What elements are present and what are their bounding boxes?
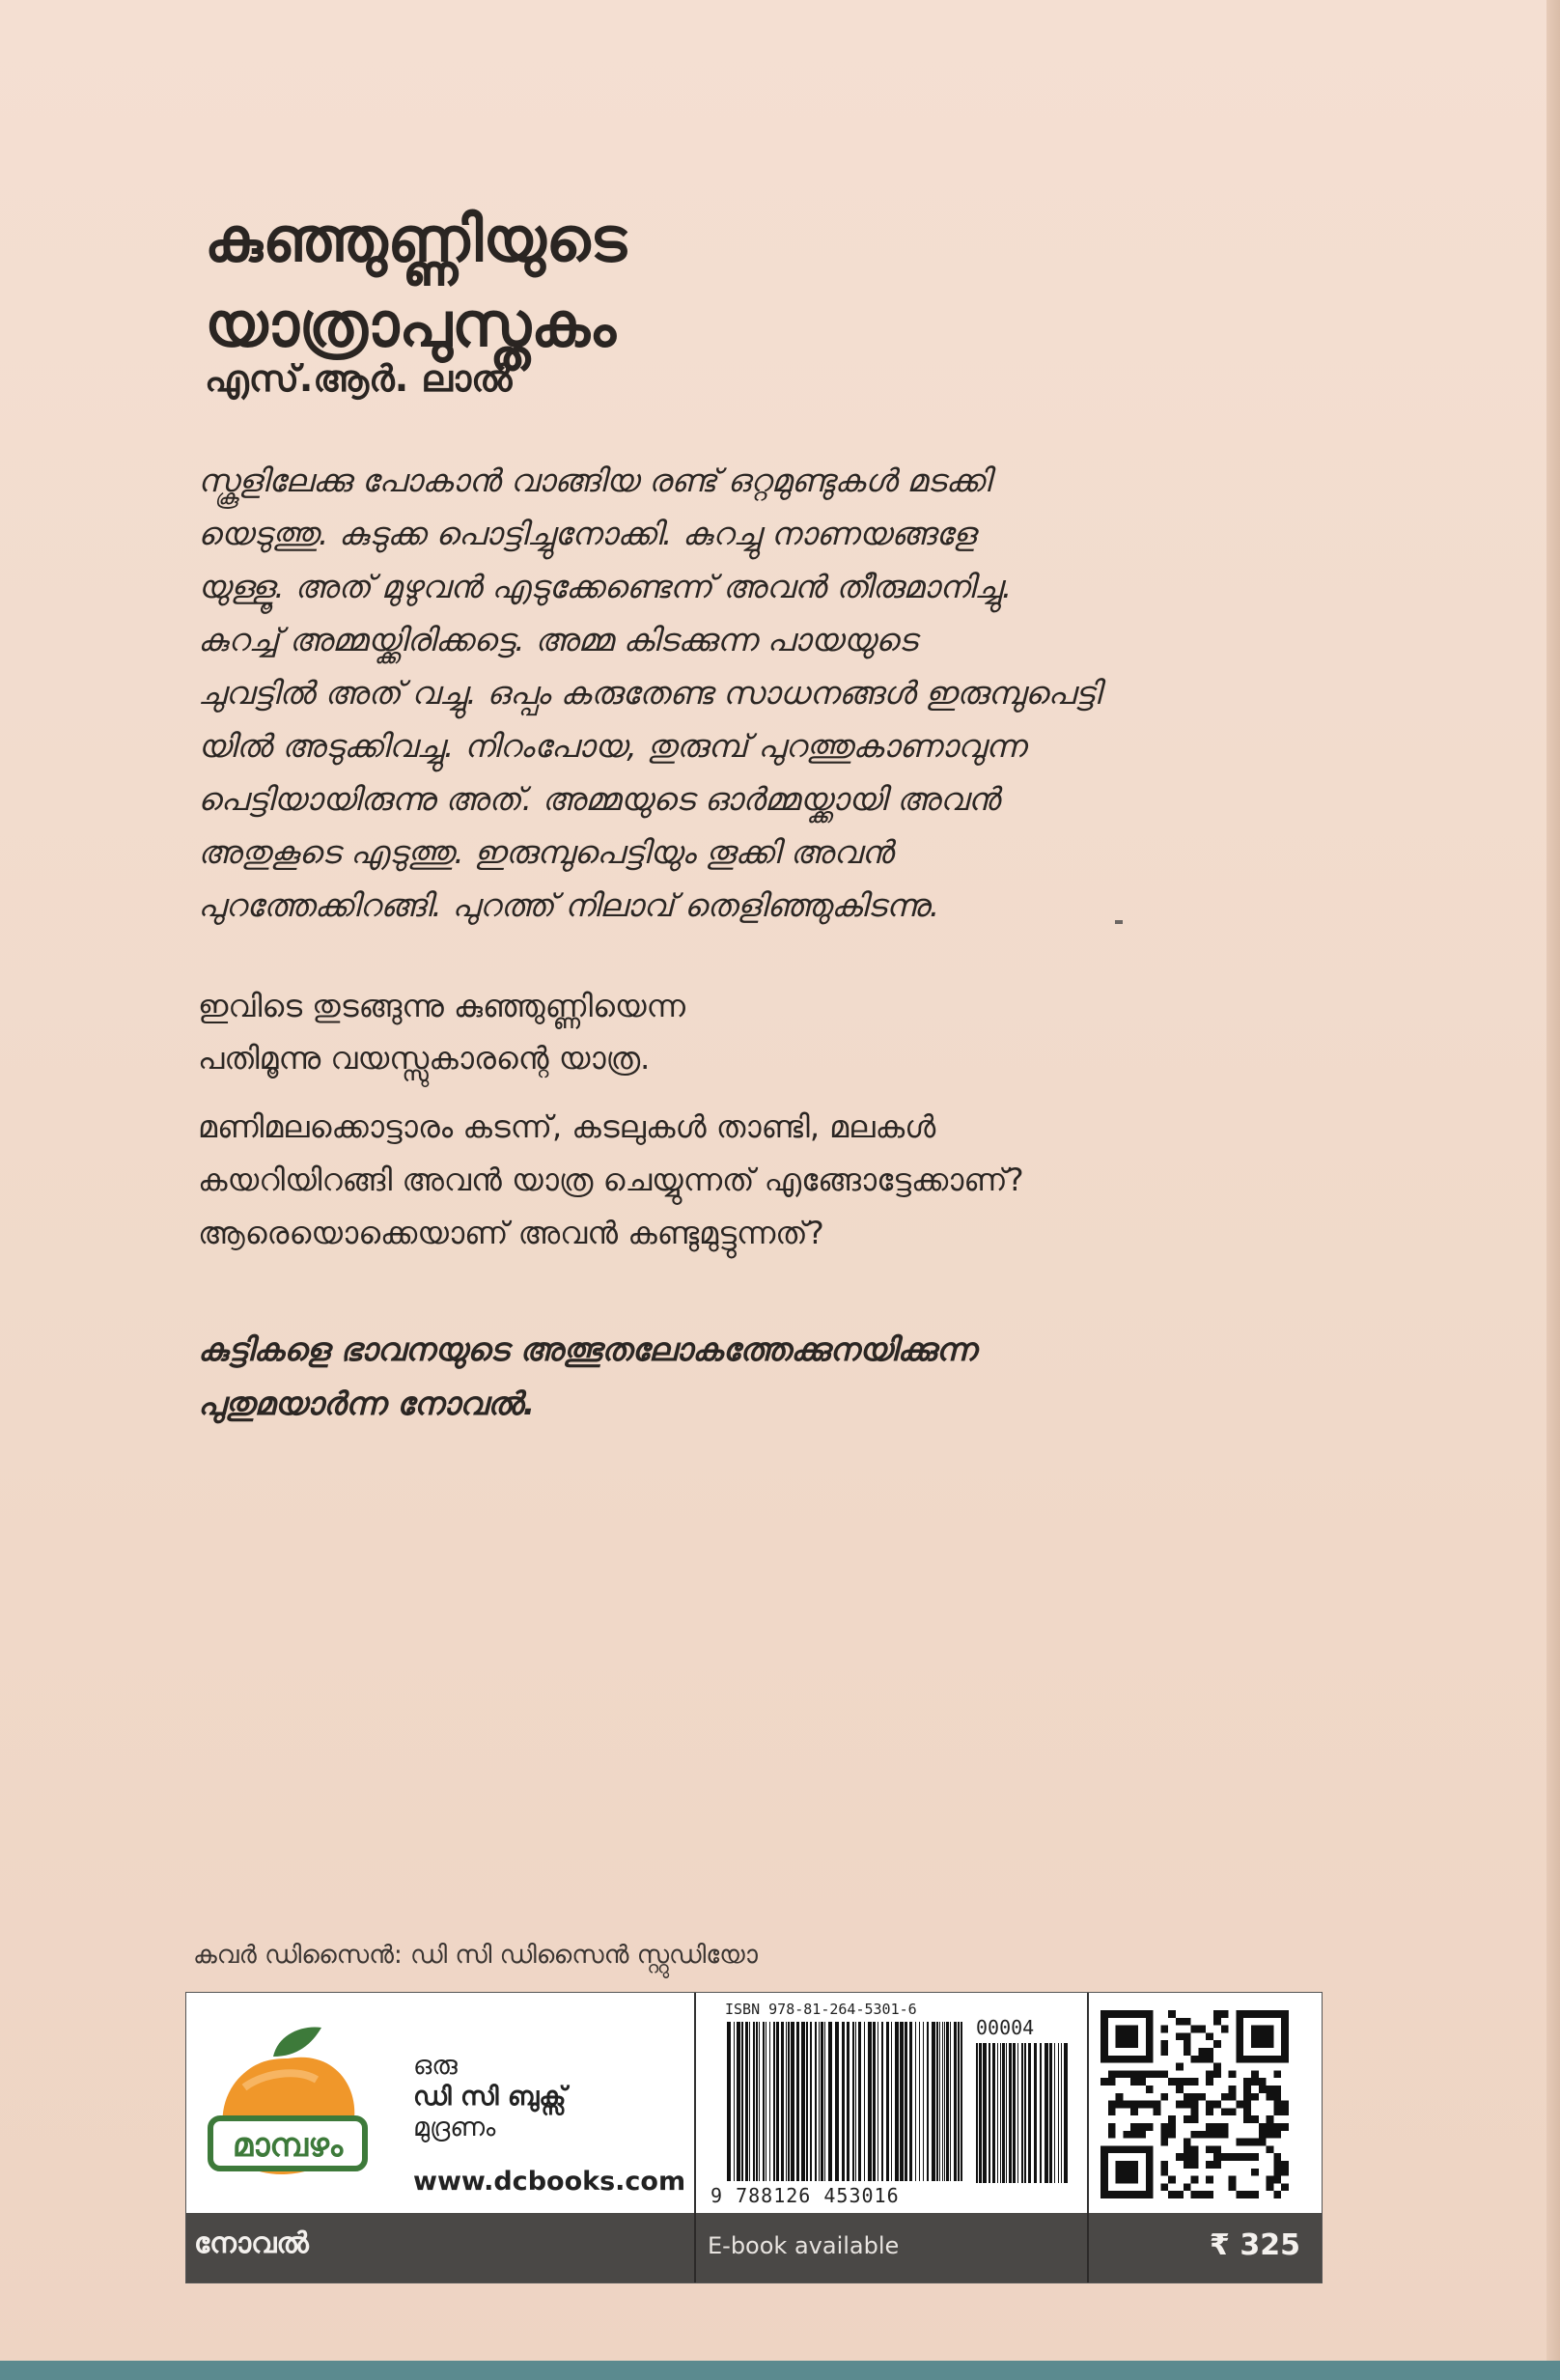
- qr-code-icon: [1100, 2010, 1289, 2198]
- isbn-barcode-icon: [727, 2022, 963, 2181]
- tagline-line: കുട്ടികളെ ഭാവനയുടെ അത്ഭുതലോകത്തേക്കുനയിക്കുന്ന: [198, 1330, 977, 1368]
- ebook-label: E-book available: [708, 2232, 900, 2259]
- question-line: ആരെയൊക്കെയാണ് അവൻ കണ്ടുമുട്ടുന്നത്?: [198, 1215, 824, 1251]
- title-line-1: കുഞ്ഞുണ്ണിയുടെ: [205, 205, 627, 276]
- intro-line: ഇവിടെ തുടങ്ങുന്നു കുഞ്ഞുണ്ണിയെന്ന: [198, 988, 685, 1024]
- barcode-addon: 00004: [976, 2016, 1035, 2039]
- qr-box: [1087, 1993, 1322, 2213]
- blurb-line: പെട്ടിയായിരുന്നു അത്. അമ്മയുടെ ഓർമ്മയ്ക്കായി അവൻ: [198, 780, 1000, 818]
- spine-edge: [1546, 0, 1560, 2380]
- blurb-line: യുള്ളൂ. അത് മുഴുവൻ എടുക്കേണ്ടെന്ന് അവൻ തീരുമാനിച്ചു.: [198, 568, 1013, 605]
- publisher-brand: ഡി സി ബുക്സ്: [413, 2082, 567, 2112]
- publisher-text: [413, 2051, 567, 2143]
- category-label: നോവൽ: [194, 2226, 309, 2260]
- blurb-line: പുറത്തേക്കിറങ്ങി. പുറത്ത് നിലാവ് തെളിഞ്ഞുകിടന്നു.: [198, 886, 940, 924]
- addon-barcode-icon: [976, 2043, 1068, 2183]
- price-label: ₹ 325: [1210, 2228, 1300, 2262]
- print-mark: [1115, 920, 1123, 924]
- blurb-line: ചുവട്ടിൽ അത് വച്ചു. ഒപ്പം കരുതേണ്ട സാധനങ്ങൾ ഇരുമ്പുപെട്ടി: [198, 674, 1101, 712]
- publisher-website: www.dcbooks.com: [413, 2167, 686, 2197]
- blurb-line: സ്കൂളിലേക്കു പോകാൻ വാങ്ങിയ രണ്ട് ഒറ്റമുണ്ടുകൾ മടക്കി: [198, 462, 991, 499]
- footer-divider: [1087, 2213, 1089, 2282]
- footer-bar: [186, 2213, 1322, 2282]
- blurb-line: അതുകൂടെ എടുത്തു. ഇരുമ്പുപെട്ടിയും തൂക്കി അവൻ: [198, 833, 894, 871]
- cover-design-credit: കവർ ഡിസൈൻ: ഡി സി ഡിസൈൻ സ്റ്റുഡിയോ: [193, 1941, 758, 1970]
- publisher-line: ഒരു: [413, 2051, 458, 2081]
- footer-divider: [694, 2213, 696, 2282]
- bottom-strip: [0, 2361, 1560, 2380]
- tagline-line: പുതുമയാർന്ന നോവൽ.: [198, 1385, 536, 1422]
- author-name: എസ്.ആർ. ലാൽ: [205, 357, 513, 400]
- info-panel: [185, 1992, 1323, 2283]
- blurb-paragraph: [198, 454, 1337, 932]
- blurb-line: യിൽ അടുക്കിവച്ചു. നിറംപോയ, തുരുമ്പ് പുറത്തുകാണാവുന്ന: [198, 727, 1026, 765]
- tagline-paragraph: [198, 1323, 1308, 1431]
- isbn-digits: 9 788126 453016: [710, 2184, 900, 2207]
- title-line-2: യാത്രാപുസ്തകം: [205, 290, 616, 361]
- barcode-box: [694, 1993, 1089, 2213]
- book-title: [205, 198, 1073, 368]
- question-paragraph: [198, 1101, 1308, 1260]
- blurb-line: കുറച്ച് അമ്മയ്ക്കിരിക്കട്ടെ. അമ്മ കിടക്കുന്ന പായയുടെ: [198, 621, 917, 658]
- isbn-label: ISBN 978-81-264-5301-6: [725, 2001, 917, 2018]
- logo-text: മാമ്പഴം: [232, 2126, 344, 2165]
- intro-line: പതിമൂന്നു വയസ്സുകാരന്റെ യാത്ര.: [198, 1040, 651, 1077]
- publisher-line: മുദ്രണം: [413, 2113, 496, 2142]
- question-line: മണിമലക്കൊട്ടാരം കടന്ന്, കടലുകൾ താണ്ടി, മലകൾ: [198, 1108, 936, 1145]
- intro-paragraph: [198, 980, 1260, 1084]
- mambazham-logo-icon: [206, 2020, 370, 2194]
- blurb-line: യെടുത്തു. കുടുക്ക പൊട്ടിച്ചുനോക്കി. കുറച്ചു നാണയങ്ങളേ: [198, 515, 976, 552]
- publisher-box: [186, 1993, 693, 2213]
- question-line: കയറിയിറങ്ങി അവൻ യാത്ര ചെയ്യുന്നത് എങ്ങോട്ടേക്കാണ്?: [198, 1162, 1024, 1198]
